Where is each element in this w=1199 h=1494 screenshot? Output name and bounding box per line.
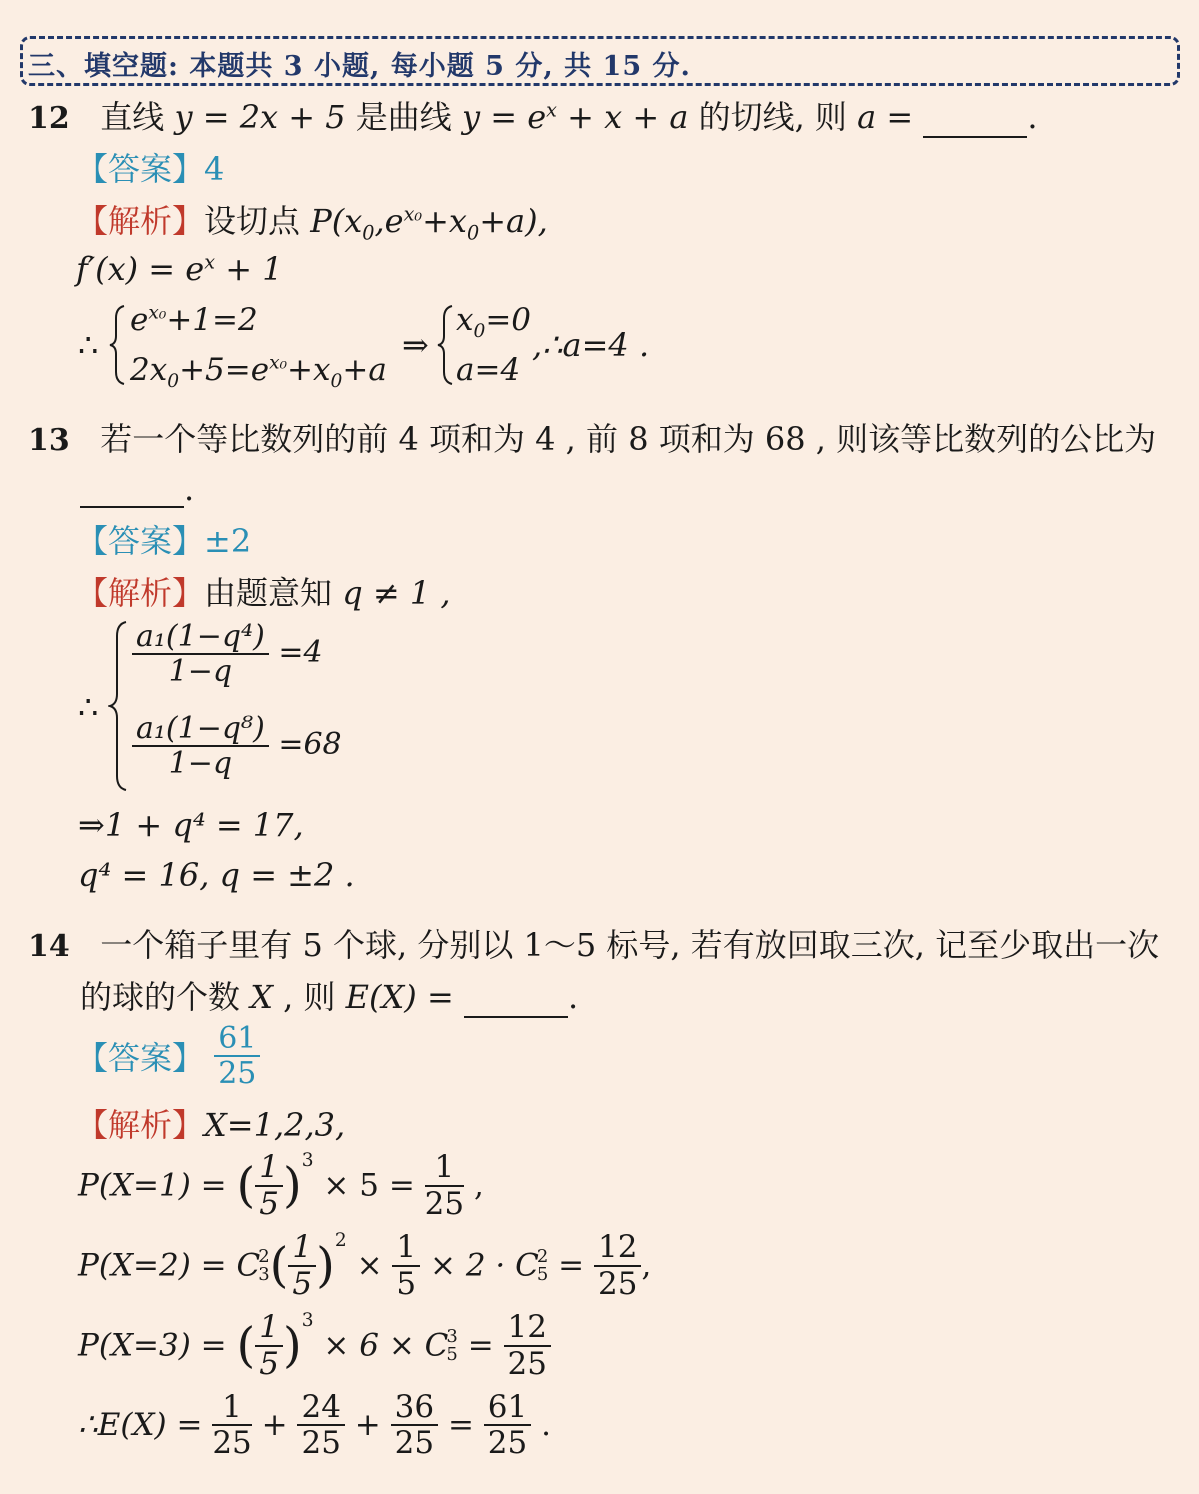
q12-solution-line1 <box>76 196 548 244</box>
q14-e-plus1: + <box>261 1407 288 1444</box>
q13-answer-blank <box>80 476 184 508</box>
q14-stem-end: . <box>567 978 579 1016</box>
q14-p3-fden: 5 <box>259 1345 279 1382</box>
q14-answer-den: 25 <box>218 1056 257 1091</box>
q14-p1-mid: × 5 = <box>323 1167 415 1204</box>
q12-derivative-tail: + 1 <box>215 250 283 288</box>
q14-p3-line: P(X=3) = ( $\frac{1}{5}$ )$^3$ × 6 × C 3 5 = $\frac{12}{25}$ <box>78 1310 551 1381</box>
q13-frac1-num: a₁(1−q⁴) <box>132 620 269 655</box>
q13-line3 <box>78 806 304 844</box>
q12-stem-end: . <box>1027 98 1038 136</box>
q14-e-line <box>78 1390 551 1460</box>
q12-sys1-row1 <box>130 302 258 338</box>
q13-stem <box>28 414 1156 460</box>
q14-answer-blank <box>464 986 568 1018</box>
q14-p1-result <box>425 1150 464 1220</box>
q14-stem-math: E(X) = <box>345 978 454 1016</box>
q12-sys1-row2 <box>130 352 387 392</box>
q13-number: 13 <box>28 423 70 458</box>
q14-p2-gnum: 1 <box>392 1230 420 1266</box>
q13-frac2-rhs: =68 <box>278 727 342 762</box>
q12-answer-value: 4 <box>204 150 225 188</box>
q14-p2-fnum: 1 <box>288 1230 316 1266</box>
q14-number: 14 <box>28 929 70 964</box>
q14-p2-result <box>594 1230 641 1300</box>
q14-e-t2-den: 25 <box>301 1425 341 1462</box>
q14-p3-exp: 3 <box>301 1310 314 1331</box>
q12-sys1-r1b: +1=2 <box>166 302 258 338</box>
q13-answer-value: ±2 <box>204 522 252 560</box>
q12-stem-pre: 直线 <box>100 98 175 136</box>
q12-brace-left <box>108 304 128 386</box>
q14-stem-line1 <box>28 920 1159 966</box>
q12-stem-var: a = <box>857 98 914 136</box>
q14-stem-var: X <box>250 978 273 1016</box>
q12-stem-eq2-tail: + x + a <box>556 98 689 136</box>
q14-p3-mid: × 6 × C <box>323 1327 449 1364</box>
q14-p2-rnum: 12 <box>594 1230 641 1266</box>
q12-stem <box>28 92 1038 138</box>
q13-frac2-den: 1−q <box>168 746 233 781</box>
q12-sys1-r2a: 2x <box>130 352 168 388</box>
q14-sol-text: X=1,2,3, <box>204 1106 346 1144</box>
q12-sys2-row2 <box>456 352 520 388</box>
q12-answer-blank <box>923 106 1027 138</box>
q14-p3-rnum: 12 <box>504 1310 551 1346</box>
q13-frac2 <box>132 712 269 780</box>
q14-e-t3-den: 25 <box>394 1425 435 1462</box>
q12-brace-right <box>436 304 456 386</box>
q14-p1-rnum: 1 <box>425 1150 464 1186</box>
q14-p3-lhs: P(X=3) = <box>78 1327 227 1364</box>
q14-e-t2-num: 24 <box>297 1390 344 1426</box>
q12-stem-eq1: y = 2x + 5 <box>174 98 346 136</box>
q14-p2-rden: 25 <box>598 1265 638 1302</box>
q12-sol-text: 设切点 <box>204 202 311 240</box>
q12-sys2-r1sub: 0 <box>473 321 486 343</box>
q14-p2-eq: = <box>558 1247 585 1284</box>
q13-frac1 <box>132 620 269 688</box>
q14-p1-fden: 5 <box>259 1185 279 1222</box>
q14-p2-csup: 2 <box>258 1245 270 1267</box>
q12-sys2-r2: a=4 <box>456 352 521 388</box>
q12-sys1-r2d: +a <box>342 352 387 388</box>
q12-number: 12 <box>28 101 70 136</box>
q13-answer-line <box>76 516 251 562</box>
q13-blank-line <box>80 470 194 508</box>
q14-e-result <box>484 1390 531 1460</box>
q12-sol-sub-a: 0 <box>362 221 375 245</box>
q13-line3-text: ⇒1 + q⁴ = 17, <box>78 806 304 844</box>
q14-p3-fnum: 1 <box>255 1310 283 1346</box>
q13-stem-end: . <box>184 470 195 508</box>
q14-p1-rden: 25 <box>424 1185 465 1222</box>
q12-sys1-r2sup: x₀ <box>269 352 288 374</box>
q14-e-t1 <box>212 1390 251 1460</box>
q13-eq1 <box>132 620 323 688</box>
q14-e-t1-num: 1 <box>212 1390 251 1426</box>
q14-e-eq: = <box>447 1407 474 1444</box>
q14-p3-csup: 3 <box>446 1325 458 1347</box>
q14-p2-exp: 2 <box>334 1230 347 1251</box>
q12-sys2-r1b: =0 <box>485 302 532 338</box>
q14-e-t3 <box>391 1390 438 1460</box>
q12-sol-math-d: +a), <box>479 202 548 240</box>
q12-sys2-row1 <box>456 302 531 342</box>
q12-sys1-r1a: e <box>130 302 149 338</box>
q13-brace <box>108 620 130 792</box>
q13-stem-text: 若一个等比数列的前 4 项和为 4 , 前 8 项和为 68 , 则该等比数列的公比为 <box>100 420 1157 458</box>
q13-frac1-rhs: =4 <box>278 635 323 670</box>
q14-p2-lhs: P(X=2) = C <box>78 1247 261 1284</box>
section-header-title: 三、填空题: 本题共 3 小题, 每小题 5 分, 共 15 分. <box>28 51 691 82</box>
q14-p2-csub: 3 <box>258 1263 270 1285</box>
q14-p3-rden: 25 <box>507 1345 547 1382</box>
q12-sol-math-c: +x <box>422 202 467 240</box>
q14-e-t2 <box>297 1390 344 1460</box>
q12-sys1-r2b: +5=e <box>179 352 270 388</box>
q13-solution-line1 <box>76 568 451 614</box>
q14-e-t3-num: 36 <box>391 1390 438 1426</box>
q12-sys2-r1a: x <box>456 302 474 338</box>
q14-stem-mid: , 则 <box>272 978 346 1016</box>
q14-stem-pre: 的球的个数 <box>80 978 251 1016</box>
q14-p1-exp: 3 <box>301 1150 314 1171</box>
q12-sys1-r2c: +x <box>287 352 331 388</box>
q13-eq2 <box>132 712 342 780</box>
q14-p1-line: P(X=1) = ( $\frac{1}{5}$ )$^3$ × 5 = $\frac{1}{25}$ , <box>78 1149 484 1222</box>
q14-p2-gden: 5 <box>396 1265 417 1302</box>
q14-p1-frac <box>255 1150 283 1220</box>
q12-derivative: f′(x) = e <box>76 250 205 288</box>
q12-stem-eq2-sup: x <box>546 98 557 122</box>
q14-p2-fden: 5 <box>292 1265 313 1302</box>
q12-solution-tag: 【解析】 <box>76 202 205 240</box>
q14-p2-c2sup: 2 <box>536 1245 549 1267</box>
q13-solution-tag: 【解析】 <box>76 574 205 612</box>
q12-implies: ⇒ <box>402 326 429 364</box>
q14-answer-num: 61 <box>214 1022 260 1057</box>
q14-p3-result <box>504 1310 551 1380</box>
q14-answer-tag: 【答案】 <box>76 1039 205 1077</box>
q14-e-rnum: 61 <box>484 1390 531 1426</box>
q14-p2-frac <box>288 1230 316 1300</box>
q12-derivative-sup: x <box>204 250 216 274</box>
q13-sol-text: 由题意知 <box>204 574 343 612</box>
q12-answer-tag: 【答案】 <box>76 150 205 188</box>
q14-p3-eq: = <box>467 1327 494 1364</box>
q14-p1-end: , <box>473 1167 484 1204</box>
q14-p2-frac2 <box>392 1230 420 1300</box>
q12-sol-math-a: P(x <box>310 202 363 240</box>
q14-answer-line <box>76 1022 260 1090</box>
q13-frac1-den: 1−q <box>168 654 233 689</box>
q13-sol-math: q ≠ 1 , <box>342 574 451 612</box>
q14-stem-line2 <box>80 972 578 1018</box>
q12-stem-post: 的切线, 则 <box>688 98 858 136</box>
q12-derivative-line <box>76 250 283 288</box>
q12-sol-sub-b: 0 <box>466 221 480 245</box>
q14-answer-frac <box>214 1022 260 1090</box>
q14-p3-csub: 5 <box>446 1343 458 1365</box>
q12-sys1-r2sub2: 0 <box>330 371 343 393</box>
q14-e-t1-den: 25 <box>212 1425 252 1462</box>
q14-solution-tag: 【解析】 <box>76 1106 205 1144</box>
q13-line4-text: q⁴ = 16, q = ±2 . <box>78 856 355 894</box>
q14-p2-mid: × 2 · C <box>430 1247 539 1284</box>
q14-e-lhs: ∴E(X) = <box>78 1407 203 1444</box>
q14-e-end: . <box>541 1407 551 1444</box>
q12-therefore: ∴ <box>78 326 99 364</box>
q14-p2-c2sub: 5 <box>536 1263 549 1285</box>
q14-p1-lhs: P(X=1) = <box>78 1167 227 1204</box>
q14-p1-fnum: 1 <box>255 1150 283 1186</box>
q12-sys1-r2sub: 0 <box>167 371 180 393</box>
q12-conclusion-text: ,∴a=4 . <box>532 326 650 364</box>
q13-answer-tag: 【答案】 <box>76 522 205 560</box>
q12-sol-math-b: ,e <box>374 202 404 240</box>
q13-frac2-num: a₁(1−q⁸) <box>132 712 269 747</box>
q14-solution-line1 <box>76 1100 345 1146</box>
q12-answer-line <box>76 144 224 190</box>
q14-p2-line: P(X=2) = C 2 3 ( $\frac{1}{5}$ )$^2$ × $\frac{1}{5}$ × 2 · C 2 5 = $\frac{12}{25}$ , <box>78 1229 652 1302</box>
q12-stem-mid: 是曲线 <box>345 98 462 136</box>
q14-p3-frac <box>255 1310 283 1380</box>
q12-conclusion <box>532 326 649 364</box>
q14-e-plus2: + <box>354 1407 381 1444</box>
q12-sol-sup: x₀ <box>403 202 423 226</box>
q14-p2-end: , <box>641 1247 652 1284</box>
q14-p2-mul: × <box>356 1247 383 1284</box>
q12-sys1-r1sup: x₀ <box>148 302 167 324</box>
q14-e-rden: 25 <box>487 1425 528 1462</box>
q12-stem-eq2: y = e <box>461 98 547 136</box>
q13-therefore: ∴ <box>78 688 99 726</box>
q13-line4 <box>78 856 355 894</box>
q14-stem-text1: 一个箱子里有 5 个球, 分别以 1～5 标号, 若有放回取三次, 记至少取出一次 <box>100 926 1160 964</box>
